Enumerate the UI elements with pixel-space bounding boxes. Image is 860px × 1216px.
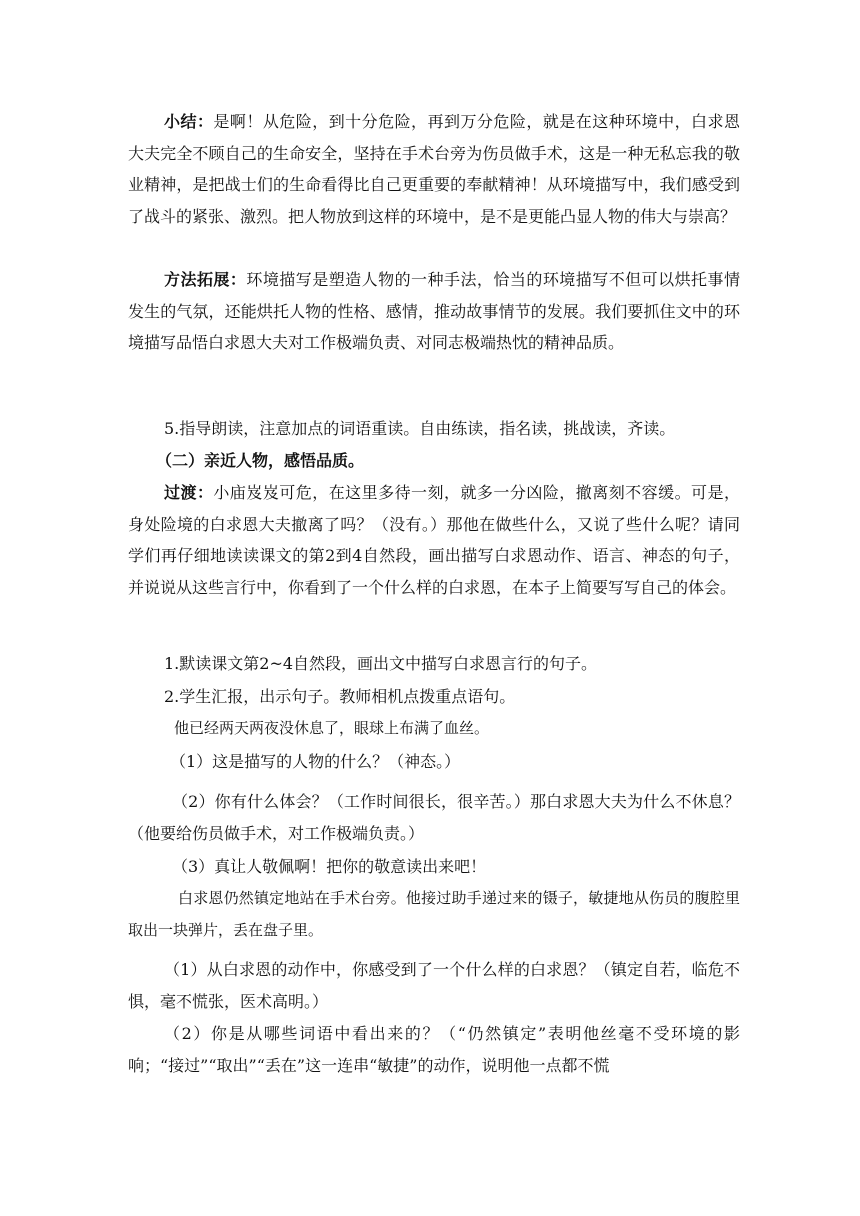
transition-label: 过渡： <box>164 483 214 502</box>
q1-3: （3）真让人敬佩啊！把你的敬意读出来吧！ <box>172 857 487 876</box>
q2-1: （1）从白求恩的动作中，你感受到了一个什么样的白求恩？（镇定自若，临危不惧，毫不慌张，医术高明。） <box>128 960 740 1011</box>
step1-paragraph: 1.默读课文第2~4自然段，画出文中描写白求恩言行的句子。 <box>164 654 598 673</box>
method-paragraph <box>128 264 740 359</box>
summary-text: 是啊！从危险，到十分危险，再到万分危险，就是在这种环境中，白求恩大夫完全不顾自己的生命安全，坚持在手术台旁为伤员做手术，这是一种无私忘我的敬业精神，是把战士们的生命看得比自己更重要的奉献精神！从环境描写中，我们感受到了战斗的紧张、激烈。把人物放到这样的环境中，是不是更能凸显人物的伟大与崇高？ <box>128 112 740 226</box>
quote1: 他已经两天两夜没休息了，眼球上布满了血丝。 <box>174 719 490 737</box>
summary-label: 小结： <box>164 112 214 131</box>
method-label: 方法拓展： <box>164 270 247 289</box>
transition-paragraph <box>128 477 740 603</box>
section2-heading: （二）亲近人物，感悟品质。 <box>156 451 365 470</box>
step5-paragraph: 5.指导朗读，注意加点的词语重读。自由练读，指名读，挑战读，齐读。 <box>164 419 676 438</box>
quote2: 白求恩仍然镇定地站在手术台旁。他接过助手递过来的镊子，敏捷地从伤员的腹腔里取出一块弹片，丢在盘子里。 <box>128 889 740 939</box>
q1-2: （2）你有什么体会？（工作时间很长，很辛苦。）那白求恩大夫为什么不休息？（他要给伤员做手术，对工作极端负责。） <box>128 792 740 843</box>
q1-1: （1）这是描写的人物的什么？（神态。） <box>170 752 461 771</box>
step2-paragraph: 2.学生汇报，出示句子。教师相机点拨重点语句。 <box>164 687 516 706</box>
summary-paragraph <box>128 106 740 232</box>
q2-2: （2）你是从哪些词语中看出来的？（“仍然镇定”表明他丝毫不受环境的影响；“接过”“取出”“丢在”这一连串“敏捷”的动作，说明他一点都不慌 <box>128 1024 740 1075</box>
transition-text: 小庙岌岌可危，在这里多待一刻，就多一分凶险，撤离刻不容缓。可是，身处险境的白求恩大夫撤离了吗？（没有。）那他在做些什么，又说了些什么呢？请同学们再仔细地读读课文的第2到4自然段，画出描写白求恩动作、语言、神态的句子，并说说从这些言行中，你看到了一个什么样的白求恩，在本子上简要写写自己的体会。 <box>128 483 740 597</box>
method-text: 环境描写是塑造人物的一种手法，恰当的环境描写不但可以烘托事情发生的气氛，还能烘托人物的性格、感情，推动故事情节的发展。我们要抓住文中的环境描写品悟白求恩大夫对工作极端负责、对同志极端热忱的精神品质。 <box>128 270 740 352</box>
